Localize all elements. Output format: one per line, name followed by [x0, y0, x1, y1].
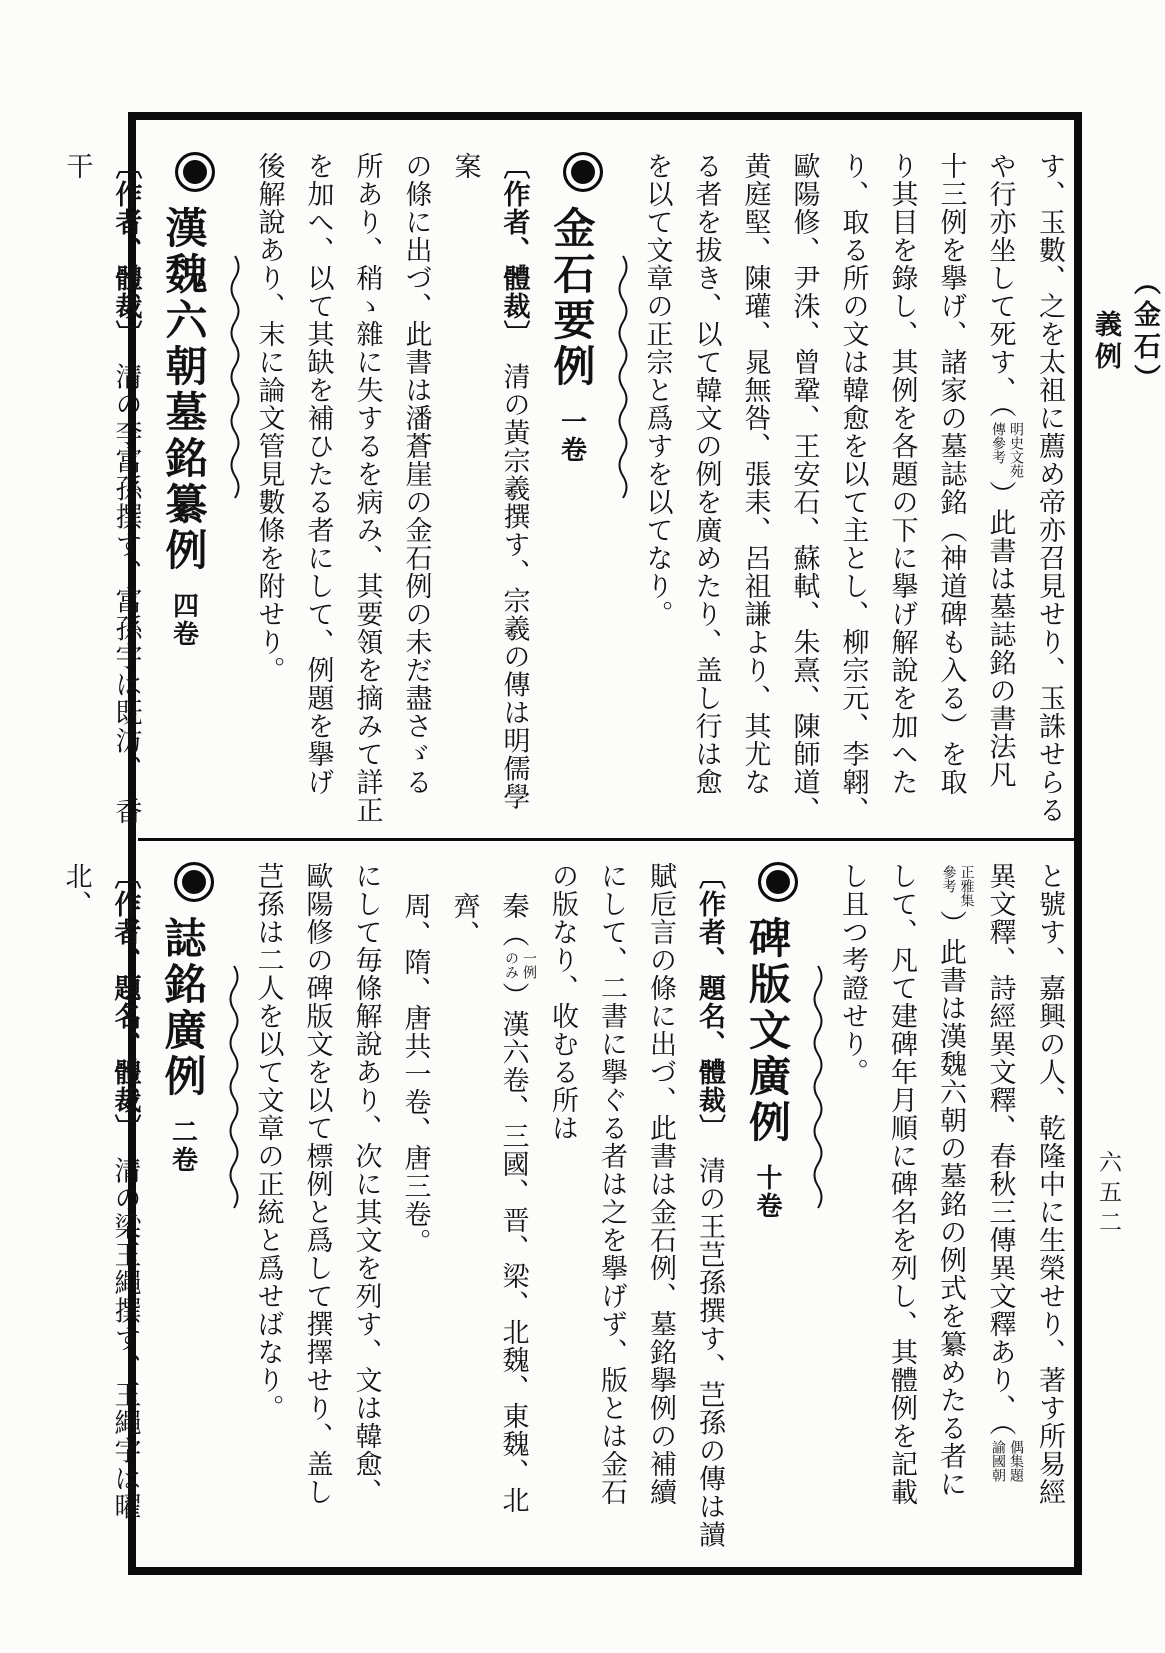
section-heading — [734, 862, 800, 1562]
text-column: の版なり、收むる所は — [547, 862, 578, 1142]
page-number: 六五二 — [1095, 1150, 1121, 1240]
volume-label: 二卷 — [167, 1118, 198, 1174]
wavy-divider — [217, 152, 245, 828]
volume-label: 四卷 — [168, 592, 199, 648]
author-format-label: 〔作者、體裁〕 — [498, 152, 530, 335]
inline-note-line: のみ — [503, 951, 519, 979]
text-column: 歐陽修、尹洙、曾鞏、王安石、蘇軾、朱熹、陳師道、 — [788, 152, 820, 824]
text-column: と號す、嘉興の人、乾隆中に生榮せり、著す所易經 — [1034, 862, 1065, 1506]
section-title: 碑版文廣例 — [743, 916, 792, 1146]
section-title: 漢魏六朝墓銘纂例 — [159, 206, 209, 574]
text-column: 周、隋、唐共一卷、唐三卷。 — [399, 892, 431, 1256]
section-heading — [539, 152, 605, 828]
section-label: 義例 — [1090, 310, 1121, 374]
inline-note — [940, 865, 976, 907]
half-divider-rule — [138, 838, 1074, 841]
inline-note-line: 正雅集 — [958, 865, 975, 907]
inline-note — [502, 951, 538, 979]
running-head — [1086, 268, 1164, 396]
text-column: り其目を錄し、其例を各題の下に擧げ解說を加へた — [886, 152, 918, 796]
volume-label: 一卷 — [556, 408, 587, 464]
text-column: 黄庭堅、陳瓘、晁無咎、張耒、呂祖謙より、其尤な — [739, 152, 771, 796]
section-bullet-icon — [563, 152, 603, 192]
text-column: 歐陽修の碑版文を以て標例と爲して撰擇せり、盖し — [301, 862, 333, 1506]
text-column: 秦（ 一例 のみ ）漢六卷、三國、晋、梁、北魏、東魏、北齊、 — [448, 892, 537, 1514]
text-column: 十三例を擧げ、諸家の墓誌銘（神道碑も入る）を取 — [935, 152, 967, 796]
text-column: す、玉數、之を太祖に薦め帝亦召見せり、玉誅せらる — [1034, 152, 1065, 824]
text-column: を以て文章の正宗と爲すを以てなり。 — [641, 152, 673, 628]
wavy-line — [615, 254, 631, 510]
text-column: の條に出づ、此書は潘蒼崖の金石例の未だ盡さゞる — [400, 152, 432, 796]
wavy-line — [226, 964, 242, 1220]
section-bullet-icon — [174, 862, 214, 902]
inline-note-line: 傳參考 — [990, 421, 1006, 464]
text-column: を加へ、以て其缺を補ひたる者にして、例題を擧げ — [302, 152, 334, 796]
text-column: や行亦坐して死す、（ 明史文苑 傳參考 ）此書は墓誌銘の書法凡 — [984, 152, 1024, 789]
section-bullet-icon — [175, 152, 215, 192]
text-column: し且つ考證せり。 — [837, 862, 868, 1086]
text-column: 異文釋、詩經異文釋、春秋三傳異文釋あり、（ 偶集題 諭國朝 — [984, 862, 1024, 1482]
wavy-divider — [800, 862, 828, 1562]
text-column: して、凡て建碑年月順に碑名を列し、其體例を記載 — [886, 862, 917, 1506]
wavy-line — [810, 964, 826, 1220]
inline-note — [989, 1440, 1025, 1482]
text-column: 所あり、稍ゝ雜に失するを病み、其要領を摘みて詳正 — [351, 152, 383, 824]
inline-note-line: 偶集題 — [1008, 1439, 1024, 1482]
text-column: 〔作者、體裁〕 清の黃宗羲撰す、宗羲の傳は明儒學案 — [449, 152, 530, 811]
section-title: 金石要例 — [547, 206, 597, 390]
wavy-divider — [216, 862, 244, 1562]
text-column: 賦卮言の條に出づ、此書は金石例、墓銘擧例の補續 — [645, 862, 676, 1506]
text-column: 〔作者、體裁〕 清の李富孫撰す、富孫字は既汸、 香干 — [61, 152, 142, 825]
author-format-label: 〔作者、體裁〕 — [110, 152, 142, 335]
text-column: り、取る所の文は韓愈を以て主とし、柳宗元、李翶、 — [837, 152, 869, 824]
text-column: 正雅集 參考 ）此書は漢魏六朝の墓銘の例式を纂めたる者に — [935, 865, 975, 1498]
text-column: 〔作者、題名、體裁〕 清の梁玉繩撰す、玉繩字は曜北、 — [60, 862, 141, 1521]
top-section — [61, 152, 1074, 828]
section-title: 誌銘廣例 — [158, 916, 208, 1100]
wavy-line — [227, 254, 243, 510]
text-column: 芑孫は二人を以て文章の正統と爲せばなり。 — [252, 862, 284, 1422]
inline-note-line: 諭國朝 — [990, 1439, 1006, 1482]
text-column: にして、二書に擧ぐる者は之を擧げず、版とは金石 — [596, 862, 627, 1506]
text-column: 〔作者、題名、體裁〕 清の王芑孫撰す、芑孫の傳は讀 — [694, 862, 725, 1549]
bottom-section — [60, 862, 1074, 1562]
category-label: （金石） — [1129, 268, 1160, 396]
wavy-divider — [605, 152, 633, 828]
inline-note — [989, 422, 1025, 478]
text-column: る者を拔き、以て韓文の例を廣めたり、盖し行は愈 — [690, 152, 722, 796]
text-column: 後解說あり、末に論文管見數條を附せり。 — [253, 152, 285, 684]
author-format-label: 〔作者、題名、體裁〕 — [694, 862, 725, 1129]
section-heading — [150, 862, 216, 1562]
inline-note-line: 參考 — [940, 865, 957, 893]
author-format-label: 〔作者、題名、體裁〕 — [109, 862, 141, 1129]
inline-note-line: 一例 — [521, 951, 537, 979]
section-bullet-icon — [758, 862, 798, 902]
text-column: にして毎條解說あり、次に其文を列す、文は韓愈、 — [350, 862, 382, 1506]
inline-note-line: 明史文苑 — [1008, 421, 1024, 478]
section-heading — [151, 152, 217, 828]
volume-label: 十卷 — [752, 1164, 782, 1220]
